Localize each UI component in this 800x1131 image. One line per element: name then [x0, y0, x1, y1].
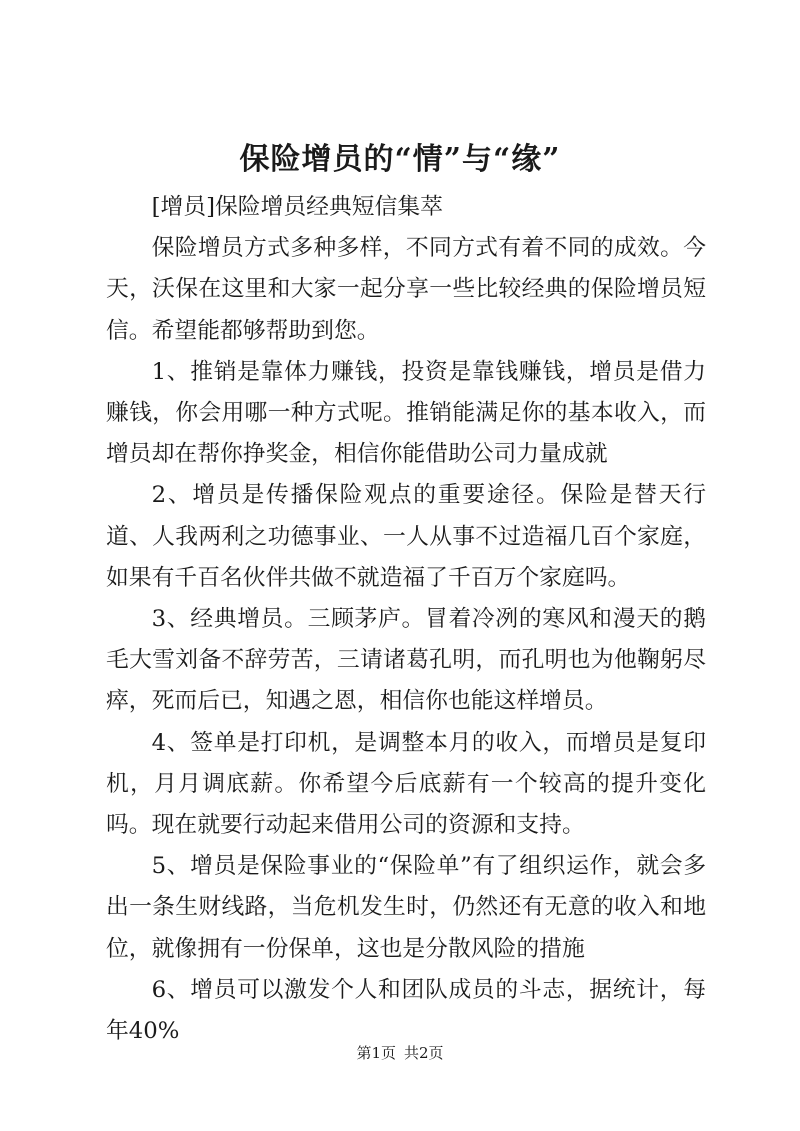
paragraph-item-5: 5、增员是保险事业的“保险单”有了组织运作，就会多出一条生财线路，当危机发生时，仍然还有无意的收入和地位，就像拥有一份保单，这也是分散风险的措施: [106, 853, 706, 962]
paragraph-item-2: 2、增员是传播保险观点的重要途径。保险是替天行道、人我两利之功德事业、一人从事不过造福几百个家庭，如果有千百名伙伴共做不就造福了千百万个家庭吗。: [106, 482, 706, 591]
paragraph-intro: 保险增员方式多种多样，不同方式有着不同的成效。今天，沃保在这里和大家一起分享一些比较经典的保险增员短信。希望能都够帮助到您。: [106, 235, 706, 344]
paragraph-item-4: 4、签单是打印机，是调整本月的收入，而增员是复印机，月月调底薪。你希望今后底薪有一个较高的提升变化吗。现在就要行动起来借用公司的资源和支持。: [106, 729, 706, 839]
paragraph-item-1: 1、推销是靠体力赚钱，投资是靠钱赚钱，增员是借力赚钱，你会用哪一种方式呢。推销能满足你的基本收入，而增员却在帮你挣奖金，相信你能借助公司力量成就: [106, 358, 706, 468]
paragraph-item-6: 6、增员可以激发个人和团队成员的斗志，据统计，每年40%: [106, 976, 706, 1045]
paragraph-item-3: 3、经典增员。三顾茅庐。冒着冷冽的寒风和漫天的鹅毛大雪刘备不辞劳苦，三请诸葛孔明，而孔明也为他鞠躬尽瘁，死而后已，知遇之恩，相信你也能这样增员。: [106, 606, 706, 715]
document-body: [106, 187, 706, 1052]
document-title: 保险增员的“情”与“缘”: [239, 142, 561, 177]
page-number: 第1页: [356, 1044, 396, 1062]
paragraph-subtitle: [增员]保险增员经典短信集萃: [151, 194, 443, 220]
page-footer: [0, 1043, 800, 1063]
page-total: 共2页: [404, 1044, 444, 1062]
